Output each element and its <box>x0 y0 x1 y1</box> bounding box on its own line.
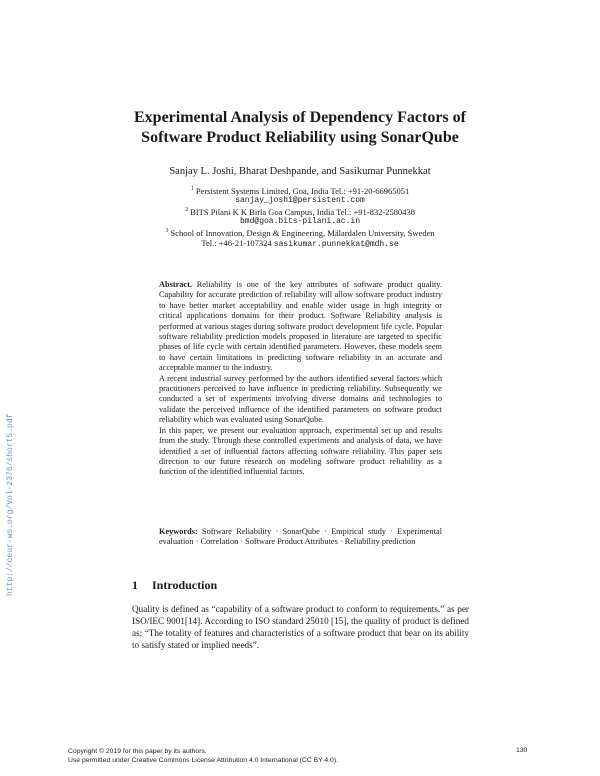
affiliation-text: BITS Pilani K K Birla Goa Campus, India Tel.: +91-832-2580438 <box>190 206 415 217</box>
section-number: 1 <box>132 578 138 592</box>
section-title: Introduction <box>152 578 218 592</box>
author-list: Sanjay L. Joshi, Bharat Deshpande, and Sasikumar Punnekkat <box>169 166 431 177</box>
abstract-paragraph: In this paper, we present our evaluation approach, experimental set up and results from the study. Through these controlled experiments and analysis of data, we have identified a set of influential factors affecting software reliability. This paper sets direction to our future research on modeling software product reliability as a function of the identified influential factors. <box>159 425 442 477</box>
author-email[interactable]: sanjay_joshi@persistent.com <box>235 196 365 206</box>
affiliation-3-contact <box>120 238 480 250</box>
copyright-footer <box>68 747 538 765</box>
abstract-paragraph <box>159 280 442 374</box>
affiliation-number: 3 <box>165 227 169 234</box>
author-email[interactable]: bmd@goa.bits-pilani.ac.in <box>239 217 361 227</box>
abstract-paragraph: A recent industrial survey performed by the authors identified several factors which practitioners perceived to have influence in predicting reliability. Subsequently we conducted a set of experiments involving diverse domains and technologies to validate the perceived influence of the identified parameters on software product reliability which was evaluated using SonarQube. <box>159 373 442 425</box>
keywords-label: Keywords: <box>159 527 198 536</box>
body-paragraph: Quality is defined as “capability of a software product to conform to requirements.” as per ISO/IEC 9001[14]. According to ISO standard 25010 [15], the quality of product is defined as; “The totality of features and characteristics of a software product that bear on its ability to satisfy stated or implied needs”. <box>132 604 469 650</box>
section-heading <box>132 578 217 593</box>
abstract <box>159 280 442 478</box>
affiliations <box>120 186 480 250</box>
title-line-1: Experimental Analysis of Dependency Factors of <box>134 109 466 126</box>
keywords-text: Software Reliability · SonarQube · Empirical study · Experimental evaluation · Correlation · Software Product Attributes · Reliability prediction <box>159 527 443 547</box>
page-number: 130 <box>516 747 528 754</box>
affiliation-text: School of Innovation, Design & Engineering, Mälardalen University, Sweden <box>170 227 435 238</box>
title-line-2: Software Product Reliability using SonarQube <box>141 129 459 146</box>
footer-line-2: Use permitted under Creative Commons License Attribution 4.0 International (CC BY 4.0). <box>68 757 338 764</box>
affiliation-number: 2 <box>185 206 189 213</box>
keywords <box>159 527 442 548</box>
affiliation-1 <box>120 186 480 196</box>
abstract-text: Reliability is one of the key attributes of software product quality. Capability for accurate prediction of reliability will allow software product industry to have better market acceptability and enable wider usage in high integrity or critical applications domains for their product. Software Reliability analysis is performed at various stages during software product development life cycle. Popular software reliability prediction models proposed in literature are targeted to specific phases of life cycle with certain identified parameters. However, these models seem to have certain limitations in predicting software reliability in an accurate and acceptable manner to the industry. <box>159 280 442 373</box>
affiliation-text: Persistent Systems Limited, Goa, India Tel.: +91-20-66965051 <box>195 186 410 196</box>
affiliation-3 <box>120 228 480 238</box>
abstract-label: Abstract. <box>159 280 192 289</box>
paper-title <box>100 108 500 148</box>
footer-line-1: Copyright © 2019 for this paper by its authors. <box>68 748 207 755</box>
author-email[interactable]: sasikumar.punnekkat@mdh.se <box>273 240 399 250</box>
affiliation-2 <box>120 207 480 217</box>
introduction-body <box>132 603 469 651</box>
affiliation-phone: Tel.: +46-21-107324 <box>201 238 272 249</box>
affiliation-number: 1 <box>190 186 194 193</box>
side-url-link[interactable]: http://ceur-ws.org/Vol-2376/short5.pdf <box>6 413 15 596</box>
